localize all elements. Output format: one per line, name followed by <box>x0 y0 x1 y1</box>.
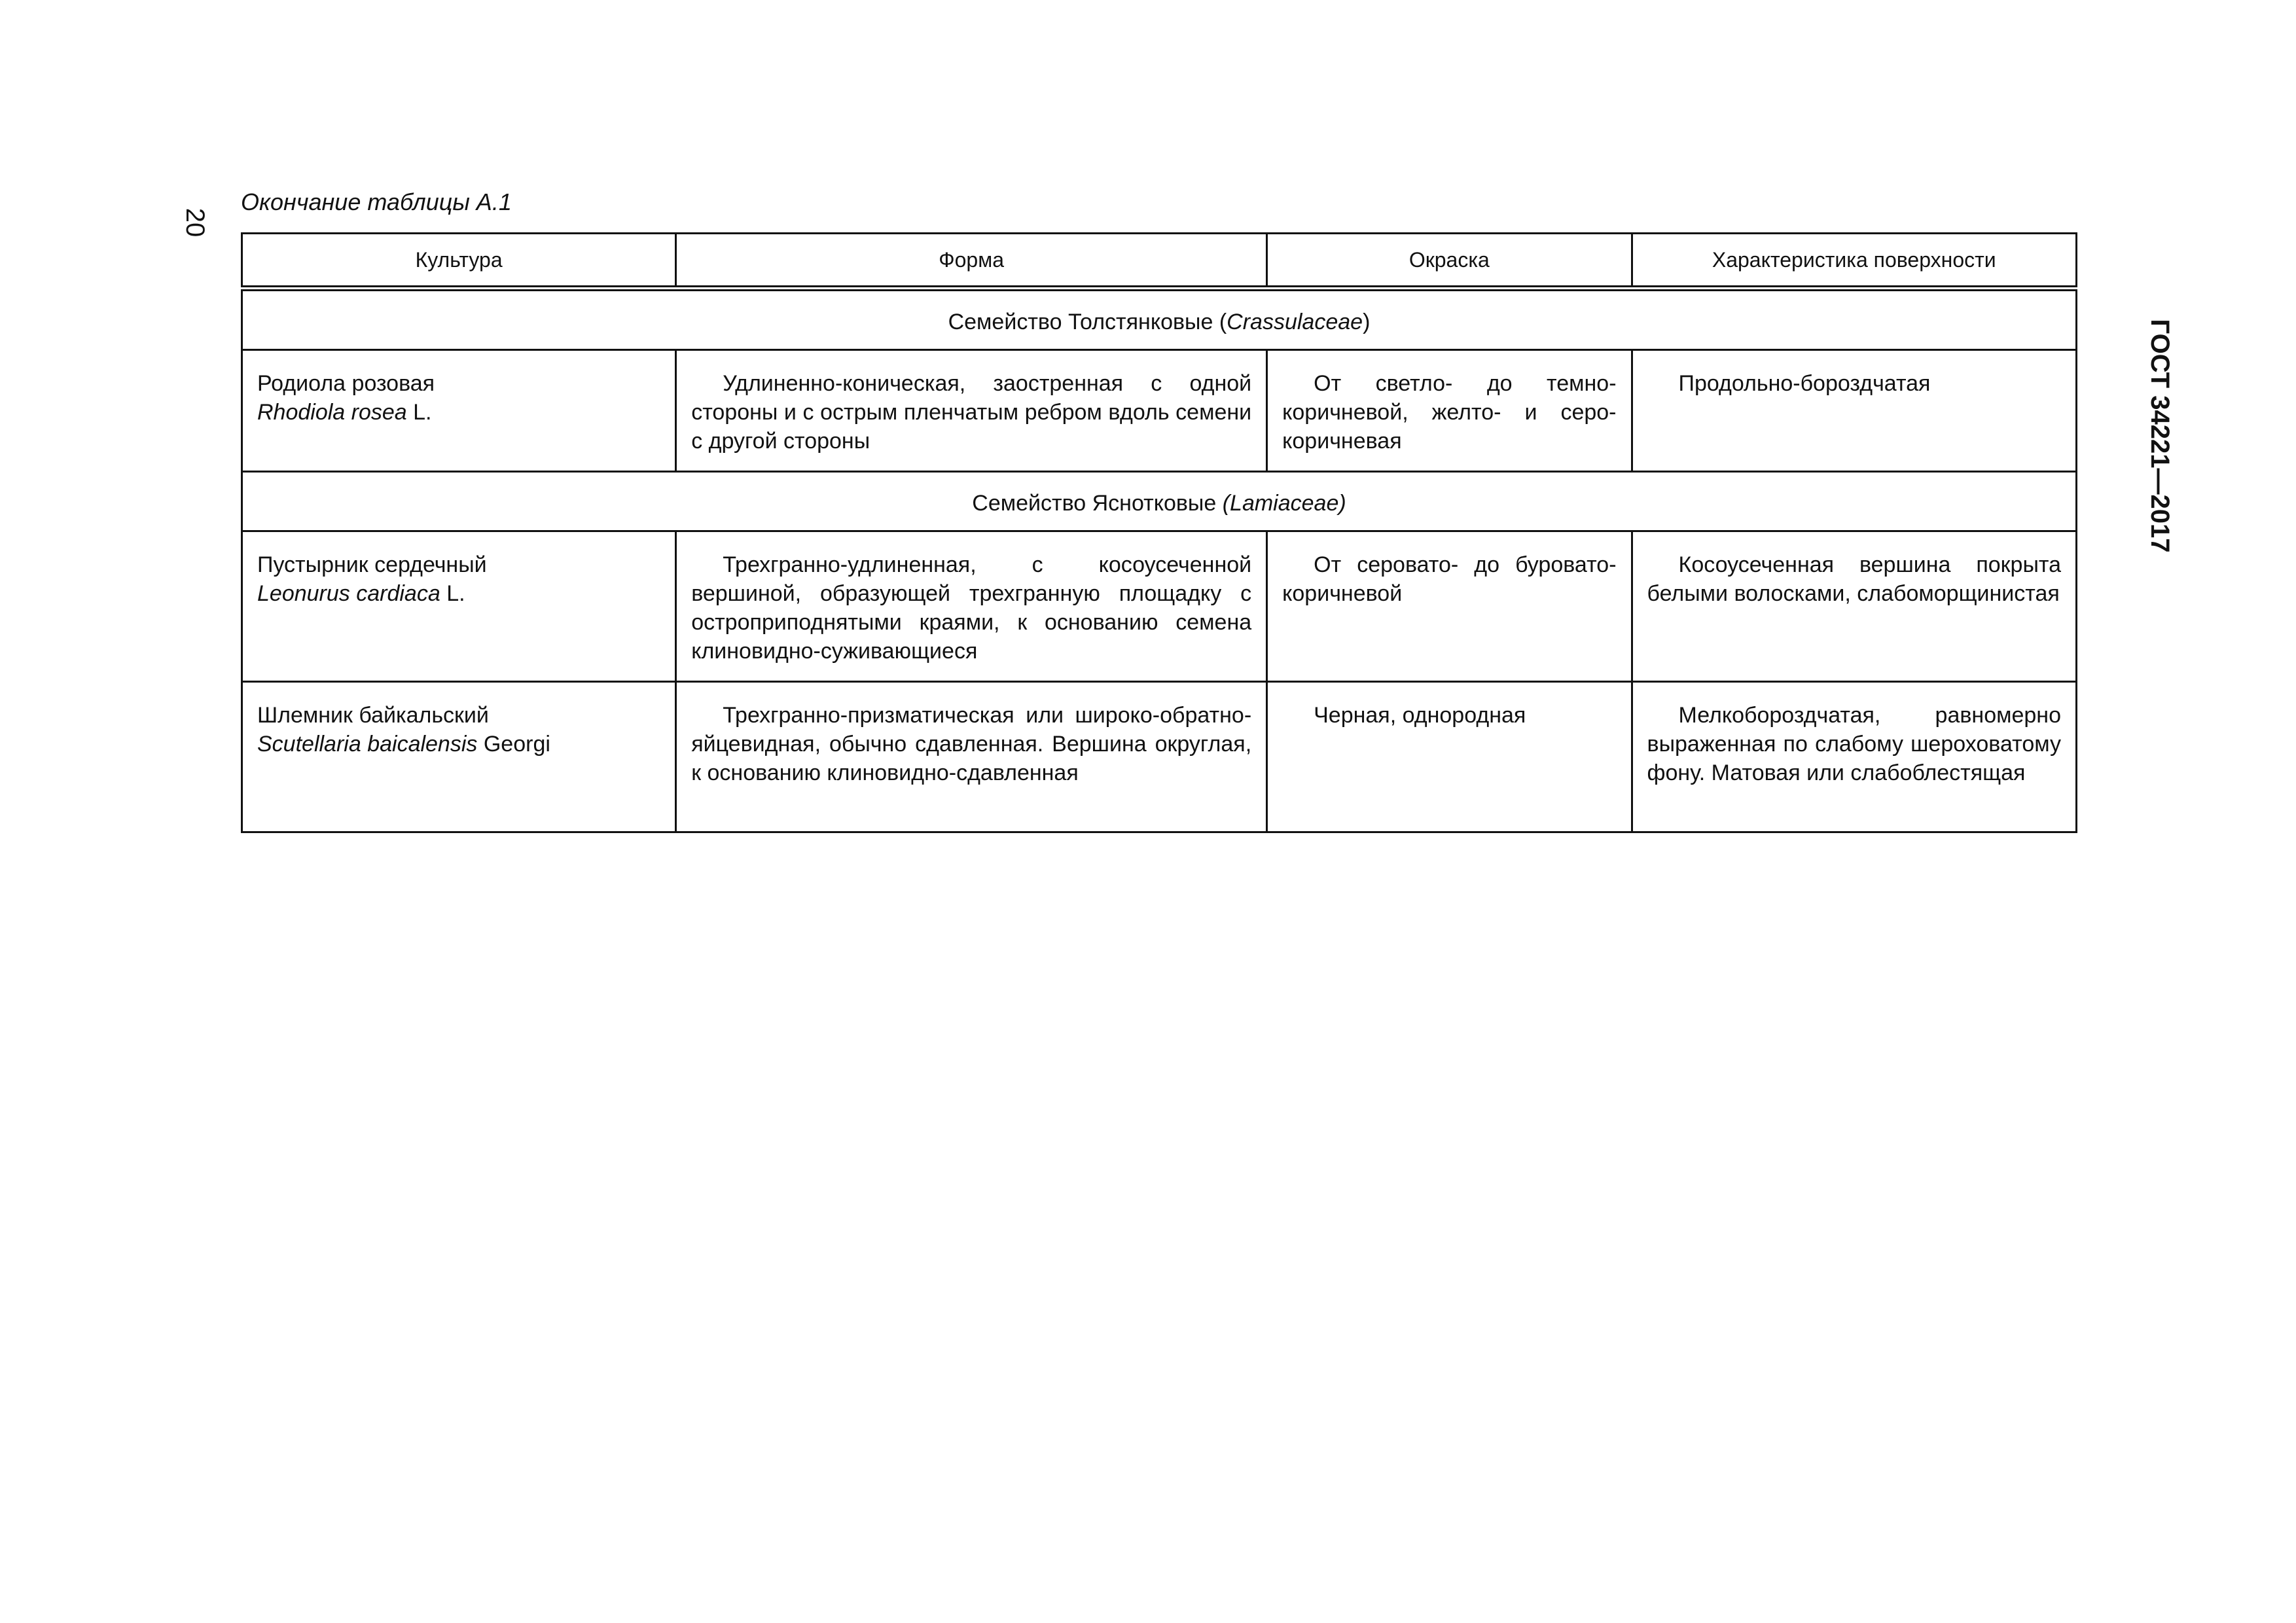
culture-latin: Leonurus cardiaca <box>257 581 440 606</box>
header-color: Окраска <box>1267 234 1632 289</box>
culture-name: Пустырник сердечный <box>257 552 487 577</box>
table-header-row <box>242 234 2077 289</box>
header-shape: Форма <box>676 234 1267 289</box>
table-row <box>242 531 2077 682</box>
shape-cell: Трехгранно-удлиненная, с косоусеченной вершиной, образующей трехгранную площадку с остроприподнятыми краями, к основанию семена клиновидно-суживающиеся <box>676 531 1267 682</box>
table-row <box>242 350 2077 472</box>
culture-cell <box>242 350 676 472</box>
culture-cell <box>242 531 676 682</box>
table-row <box>242 682 2077 832</box>
surface-cell: Косоусеченная вершина покрыта белыми волосками, слабоморщинистая <box>1632 531 2076 682</box>
culture-name: Шлемник байкальский <box>257 703 489 728</box>
family-row <box>242 472 2077 531</box>
family-close: ) <box>1363 310 1371 334</box>
culture-author: L. <box>440 581 465 606</box>
culture-author: Georgi <box>477 732 550 757</box>
surface-cell: Мелкобороздчатая, равномерно выраженная по слабому шероховатому фону. Матовая или слабоблестящая <box>1632 682 2076 832</box>
shape-cell: Трехгранно-призматическая или широко-обратно-яйцевидная, обычно сдавленная. Вершина округлая, к основанию клиновидно-сдавленная <box>676 682 1267 832</box>
header-surface: Характеристика поверхности <box>1632 234 2076 289</box>
page-number: 20 <box>181 207 209 238</box>
header-culture: Культура <box>242 234 676 289</box>
family-latin: Crassulaceae <box>1227 310 1363 334</box>
culture-name: Родиола розовая <box>257 371 435 396</box>
seed-characteristics-table <box>241 232 2077 833</box>
family-label: Семейство Яснотковые <box>972 491 1223 516</box>
family-crassulaceae <box>242 289 2077 350</box>
color-cell: Черная, однородная <box>1267 682 1632 832</box>
culture-latin: Rhodiola rosea <box>257 400 407 425</box>
family-label: Семейство Толстянковые ( <box>948 310 1227 334</box>
culture-cell <box>242 682 676 832</box>
family-lamiaceae <box>242 472 2077 531</box>
standard-designation: ГОСТ 34221—2017 <box>2145 319 2174 553</box>
table-caption: Окончание таблицы А.1 <box>241 188 512 215</box>
color-cell: От светло- до темно-коричневой, желто- и серо-коричневая <box>1267 350 1632 472</box>
shape-cell: Удлиненно-коническая, заостренная с одной стороны и с острым пленчатым ребром вдоль семени с другой стороны <box>676 350 1267 472</box>
family-latin: (Lamiaceae) <box>1222 491 1346 516</box>
family-row <box>242 289 2077 350</box>
color-cell: От серовато- до буровато-коричневой <box>1267 531 1632 682</box>
culture-latin: Scutellaria baicalensis <box>257 732 478 757</box>
culture-author: L. <box>406 400 432 425</box>
surface-cell: Продольно-бороздчатая <box>1632 350 2076 472</box>
